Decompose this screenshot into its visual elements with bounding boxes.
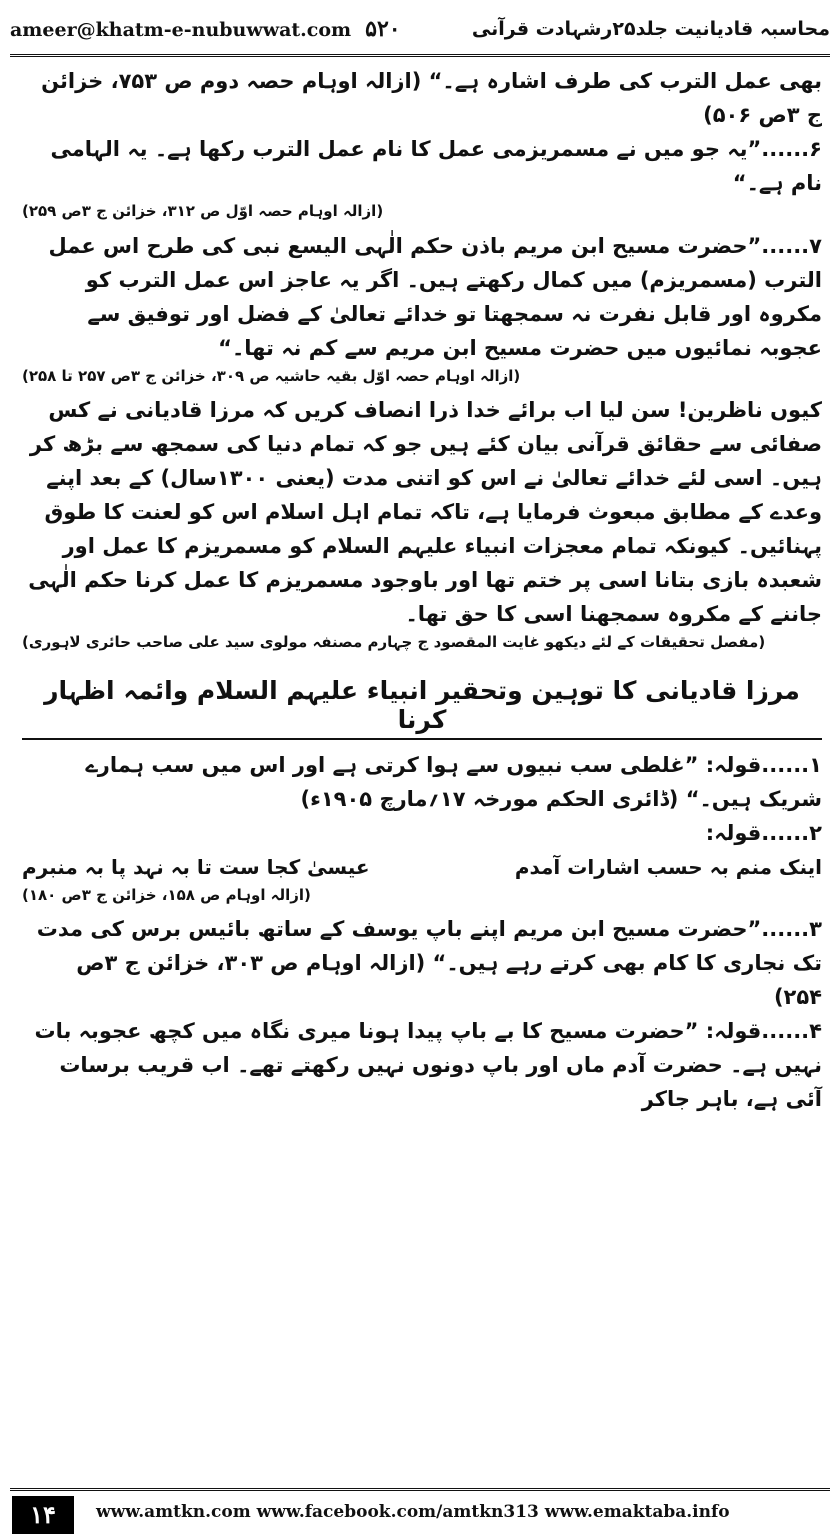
header-book-title: محاسبہ قادیانیت جلد۲۵رشہادت قرآنی: [471, 18, 830, 40]
reference-citation: [22, 631, 822, 654]
paragraph: [22, 229, 822, 365]
page-footer: [0, 1488, 840, 1540]
footer-links[interactable]: www.amtkn.com www.facebook.com/amtkn313 www.emaktaba.info: [96, 1502, 730, 1522]
paragraph: [22, 1014, 822, 1116]
page-header: [10, 6, 830, 52]
footer-divider: [10, 1488, 830, 1491]
paragraph-text: ”حضرت مسیح ابن مریم باذن حکم الٰہی الیسع نبی کی طرح اس عمل الترب (مسمریزم) میں کمال رکھتے ہیں۔ اگر یہ عاجز اس عمل الترب کو مکروہ اور قابل نفرت نہ سمجھتا تو خدائے تعالیٰ کے فضل اور توفیق سے عجوبہ نمائیوں میں حضرت مسیح ابن مریم سے کم نہ تھا۔“: [48, 233, 822, 360]
reference-citation: [22, 365, 822, 388]
reference-citation: [22, 884, 822, 907]
header-left: [10, 16, 401, 42]
verse-first-half: اینک منم بہ حسب اشارات آمدم: [514, 854, 822, 879]
page-body: [22, 64, 822, 1116]
reference-citation: [22, 200, 822, 223]
poem-verse: [22, 850, 822, 884]
section-heading: مرزا قادیانی کا توہین وتحقیر انبیاء علیہم السلام وائمہ اظہار کرنا: [22, 676, 822, 740]
paragraph: [22, 816, 822, 850]
paragraph: [22, 393, 822, 631]
item-number: ۲......: [761, 820, 822, 845]
verse-second-half: عیسیٰ کجا ست تا بہ نہد پا بہ منبرم: [22, 854, 370, 879]
paragraph: [22, 748, 822, 816]
paragraph-text: قولہ:: [705, 820, 762, 845]
paragraph: [22, 912, 822, 1014]
paragraph-text: (ازالہ اوہام حصہ اوّل ص ۳۱۲، خزائن ج ۳ص ۲۵۹): [22, 202, 384, 221]
paragraph-text: بھی عمل الترب کی طرف اشارہ ہے۔“ (ازالہ اوہام حصہ دوم ص ۷۵۳، خزائن ج ۳ص ۵۰۶): [41, 69, 822, 128]
paragraph-text: کیوں ناظرین! سن لیا اب برائے خدا ذرا انصاف کریں کہ مرزا قادیانی نے کس صفائی سے حقائق قرآنی بیان کئے ہیں جو کہ تمام دنیا کی سمجھ سے بڑھ کر ہیں۔ اسی لئے خدائے تعالیٰ نے اس کو اتنی مدت (یعنی ۱۳۰۰سال) کے بعد اپنے وعدے کے مطابق مبعوث فرمایا ہے، تاکہ تمام اہل اسلام اس کو لعنت کا طوق پہنائیں۔ کیونکہ تمام معجزات انبیاء علیہم السلام کو مسمریزم کا عمل اور شعبدہ بازی بتانا اسی پر ختم تھا اور باوجود مسمریزم کا عمل کرنا حکم الٰہی جاننے کے مکروہ سمجھنا اسی کا حق تھا۔: [28, 398, 822, 627]
paragraph-text: قولہ: ”حضرت مسیح کا بے باپ پیدا ہونا میری نگاہ میں کچھ عجوبہ بات نہیں ہے۔ حضرت آدم ماں اور باپ دونوں نہیں رکھتے تھے۔ اب قریب برسات آئی ہے، باہر جاکر: [34, 1019, 822, 1112]
header-divider: [10, 54, 830, 60]
paragraph: [22, 132, 822, 200]
paragraph-text: (ازالہ اوہام حصہ اوّل بقیہ حاشیہ ص ۳۰۹، خزائن ج ۳ص ۲۵۷ تا ۲۵۸): [22, 366, 521, 385]
paragraph-text: ”حضرت مسیح ابن مریم اپنے باپ یوسف کے ساتھ بائیس برس کی مدت تک نجاری کا کام بھی کرتے رہے ہیں۔“ (ازالہ اوہام ص ۳۰۳، خزائن ج ۳ص ۲۵۴): [36, 917, 822, 1010]
footer-page-number: ۱۴: [12, 1496, 74, 1534]
item-number: ۱......: [761, 752, 822, 777]
item-number: ۷......: [761, 233, 822, 258]
section-heading-wrap: [22, 660, 822, 748]
item-number: ۴......: [761, 1019, 822, 1044]
paragraph-text: (مفصل تحقیقات کے لئے دیکھو غایت المقصود ج چہارم مصنفہ مولوی سید علی صاحب حائری لاہوری): [22, 633, 766, 652]
item-number: ۶......: [761, 137, 822, 162]
item-number: ۳......: [761, 917, 822, 942]
paragraph-text: (ازالہ اوہام ص ۱۵۸، خزائن ج ۳ص ۱۸۰): [22, 885, 311, 904]
header-email[interactable]: ameer@khatm-e-nubuwwat.com: [10, 19, 352, 41]
paragraph: [22, 64, 822, 132]
header-page-number: ۵۲۰: [365, 16, 401, 42]
paragraph-text: ”یہ جو میں نے مسمریزمی عمل کا نام عمل الترب رکھا ہے۔ یہ الہامی نام ہے۔“: [50, 137, 822, 196]
paragraph-text: قولہ: ”غلطی سب نبیوں سے ہوا کرتی ہے اور اس میں سب ہمارے شریک ہیں۔“ (ڈائری الحکم مورخہ ۱۷؍مارچ ۱۹۰۵ء): [85, 752, 822, 811]
